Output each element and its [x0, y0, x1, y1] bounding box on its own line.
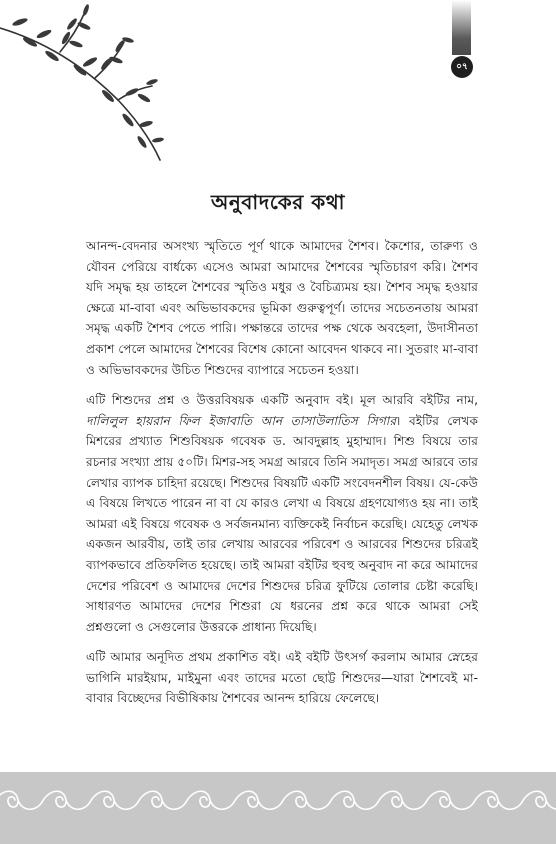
- leafy-branch-icon: [0, 0, 170, 165]
- paragraph-3: এটি আমার অনূদিত প্রথম প্রকাশিত বই। এই বইটি উৎসর্গ করলাম আমার স্নেহের ভাগিনি মারইয়াম, মাইমুনা এবং তাদের মতো ছোট্ট শিশুদের—যারা শৈশবেই মা-বাবার বিচ্ছেদের বিভীষিকায় শৈশবের আনন্দ হারিয়ে ফেলেছে।: [86, 650, 478, 706]
- scroll-wave-pattern: [0, 780, 556, 820]
- scroll-wave: [42, 791, 90, 809]
- scroll-wave: [234, 791, 282, 809]
- body-text: [86, 236, 478, 717]
- paragraph-2-body: । বইটির লেখক মিশরের প্রখ্যাত শিশুবিষয়ক গবেষক ড. আবদুল্লাহ মুহাম্মাদ। শিশু বিষয়ে তার রচনার সংখ্যা প্রায় ৫০টি। মিশর-সহ সমগ্র আরবে তিনি সমাদৃত। সমগ্র আরবে তার লেখার ব্যাপক চাহিদা রয়েছে। শিশুদের বিষয়টি একটি সংবেদনশীল বিষয়। যে-কেউ এ বিষয়ে লিখতে পারেন না বা যে কারও লেখা এ বিষয়ে গ্রহণযোগ্যও হয় না। তাই আমরা এই বিষয়ে গবেষক ও সর্বজনমান্য ব্যক্তিকেই নির্বাচন করেছি। যেহেতু লেখক একজন আরবীয়, তাই তার লেখায় আরবের পরিবেশ ও আরবের শিশুদের চরিত্রই ব্যাপকভাবে প্রতিফলিত হয়েছে। তাই আমরা বইটির হুবহু অনুবাদ না করে আমাদের দেশের পরিবেশ ও আমাদের দেশের শিশুদের চরিত্র ফুটিয়ে তোলার চেষ্টা করেছি। সাধারণত আমাদের দেশের শিশুরা যে ধরনের প্রশ্ন করে থাকে আমরা সেই প্রশ্নগুলো ও সেগুলোর উত্তরকে প্রাধান্য দিয়েছি।: [86, 413, 478, 634]
- page-tab-marker: [452, 0, 471, 55]
- paragraph-2: [86, 390, 478, 637]
- scroll-wave: [90, 791, 138, 809]
- scroll-wave: [0, 791, 42, 809]
- page-title: অনুবাদকের কথা: [211, 190, 345, 214]
- scroll-wave: [186, 791, 234, 809]
- page-number: ০৭: [451, 56, 473, 78]
- paragraph-1: আনন্দ-বেদনার অসংখ্য স্মৃতিতে পূর্ণ থাকে আমাদের শৈশব। কৈশোর, তারুণ্য ও যৌবন পেরিয়ে বার্ধক্যে এসেও আমরা আমাদের শৈশবের স্মৃতিচারণ করি। শৈশব যদি সমৃদ্ধ হয় তাহলে শৈশবের স্মৃতিও মধুর ও বৈচিত্র্যময় হয়। শৈশব সমৃদ্ধ হওয়ার ক্ষেত্রে মা-বাবা এবং অভিভাবকদের ভূমিকা গুরুত্বপূর্ণ। তাদের সচেতনতায় আমরা সমৃদ্ধ একটি শৈশব পেতে পারি। পক্ষান্তরে তাদের পক্ষ থেকে অবহেলা, উদাসীনতা প্রকাশ পেলে আমাদের শৈশবের বিশেষ কোনো আবেদন থাকবে না। সুতরাং মা-বাবা ও অভিভাবকদের উচিত শিশুদের ব্যাপারে সচেতন হওয়া।: [86, 239, 478, 377]
- scroll-wave: [522, 791, 556, 809]
- scroll-wave: [474, 791, 522, 809]
- book-title: দালিলুল হায়রান ফিল ইজাবাতি আন তাসাউলাতিস সিগার: [86, 413, 397, 428]
- scroll-wave: [330, 791, 378, 809]
- scroll-wave: [138, 791, 186, 809]
- paragraph-2-intro: এটি শিশুদের প্রশ্ন ও উত্তরবিষয়ক একটি অনুবাদ বই। মূল আরবি বইটির নাম,: [86, 393, 478, 408]
- scroll-wave: [426, 791, 474, 809]
- scroll-wave: [282, 791, 330, 809]
- footer-band: [0, 772, 556, 844]
- scroll-wave: [378, 791, 426, 809]
